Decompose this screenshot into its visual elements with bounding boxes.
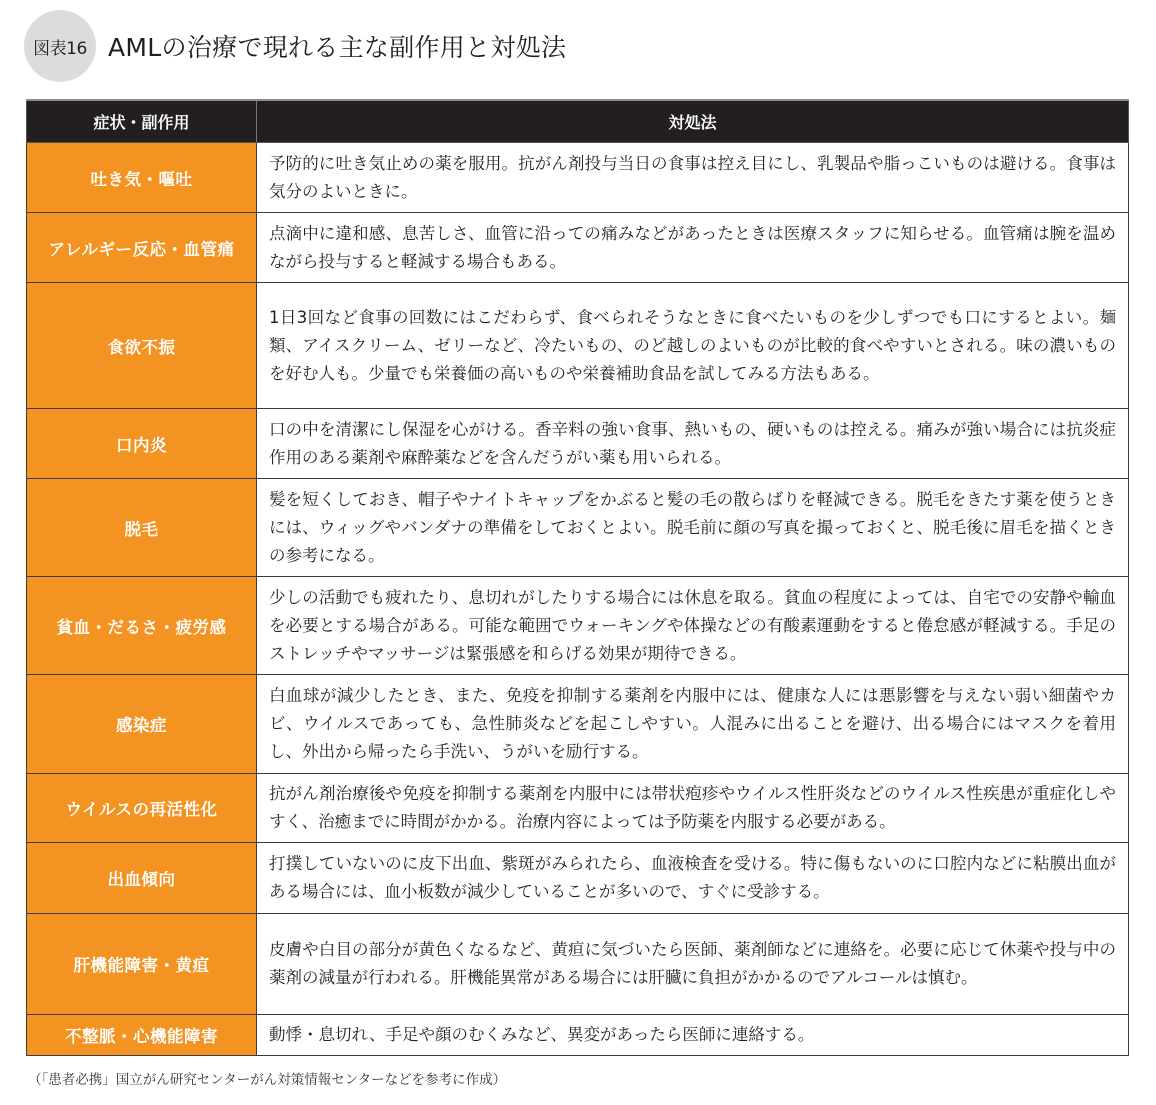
source-note: （「患者必携」国立がん研究センターがん対策情報センターなどを参考に作成） xyxy=(28,1072,507,1088)
symptom-cell: 不整脈・心機能障害 xyxy=(27,1015,257,1056)
table-row xyxy=(27,675,1129,774)
figure-label: 図表16 xyxy=(33,38,87,59)
symptom-cell: 脱毛 xyxy=(27,479,257,577)
remedy-cell: 髪を短くしておき、帽子やナイトキャップをかぶると髪の毛の散らばりを軽減できる。脱毛をきたす薬を使うときには、ウィッグやバンダナの準備をしておくとよい。脱毛前に顔の写真を撮っておくと、脱毛後に眉毛を描くときの参考になる。 xyxy=(257,479,1129,577)
symptom-cell: 肝機能障害・黄疸 xyxy=(27,914,257,1015)
table-row xyxy=(27,283,1129,409)
figure-heading xyxy=(24,10,566,82)
table-row xyxy=(27,213,1129,283)
remedy-cell: 動悸・息切れ、手足や顔のむくみなど、異変があったら医師に連絡する。 xyxy=(257,1015,1129,1056)
remedy-cell: 打撲していないのに皮下出血、紫斑がみられたら、血液検査を受ける。特に傷もないのに口腔内などに粘膜出血がある場合には、血小板数が減少していることが多いので、すぐに受診する。 xyxy=(257,843,1129,914)
remedy-cell: 予防的に吐き気止めの薬を服用。抗がん剤投与当日の食事は控え目にし、乳製品や脂っこいものは避ける。食事は気分のよいときに。 xyxy=(257,143,1129,213)
table-row xyxy=(27,1015,1129,1056)
page-title: AMLの治療で現れる主な副作用と対処法 xyxy=(108,33,567,62)
remedy-cell: 点滴中に違和感、息苦しさ、血管に沿っての痛みなどがあったときは医療スタッフに知らせる。血管痛は腕を温めながら投与すると軽減する場合もある。 xyxy=(257,213,1129,283)
symptom-cell: 貧血・だるさ・疲労感 xyxy=(27,577,257,675)
table-row xyxy=(27,843,1129,914)
symptom-cell: アレルギー反応・血管痛 xyxy=(27,213,257,283)
table-row xyxy=(27,914,1129,1015)
column-header-remedy: 対処法 xyxy=(257,100,1129,143)
symptom-cell: 出血傾向 xyxy=(27,843,257,914)
table-header-row xyxy=(27,100,1129,143)
remedy-cell: 白血球が減少したとき、また、免疫を抑制する薬剤を内服中には、健康な人には悪影響を与えない弱い細菌やカビ、ウイルスであっても、急性肺炎などを起こしやすい。人混みに出ることを避け、出る場合にはマスクを着用し、外出から帰ったら手洗い、うがいを励行する。 xyxy=(257,675,1129,774)
symptom-cell: 吐き気・嘔吐 xyxy=(27,143,257,213)
symptom-cell: 食欲不振 xyxy=(27,283,257,409)
symptom-cell: 口内炎 xyxy=(27,409,257,479)
table-row xyxy=(27,143,1129,213)
remedy-cell: 口の中を清潔にし保湿を心がける。香辛料の強い食事、熱いもの、硬いものは控える。痛みが強い場合には抗炎症作用のある薬剤や麻酔薬などを含んだうがい薬も用いられる。 xyxy=(257,409,1129,479)
table-row xyxy=(27,409,1129,479)
remedy-cell: 少しの活動でも疲れたり、息切れがしたりする場合には休息を取る。貧血の程度によっては、自宅での安静や輸血を必要とする場合がある。可能な範囲でウォーキングや体操などの有酸素運動をすると倦怠感が軽減する。手足のストレッチやマッサージは緊張感を和らげる効果が期待できる。 xyxy=(257,577,1129,675)
symptom-cell: 感染症 xyxy=(27,675,257,774)
remedy-cell: 抗がん剤治療後や免疫を抑制する薬剤を内服中には帯状疱疹やウイルス性肝炎などのウイルス性疾患が重症化しやすく、治癒までに時間がかかる。治療内容によっては予防薬を内服する必要がある。 xyxy=(257,774,1129,843)
table-row xyxy=(27,774,1129,843)
figure-number-badge xyxy=(24,10,96,82)
table-row xyxy=(27,479,1129,577)
remedy-cell: 1日3回など食事の回数にはこだわらず、食べられそうなときに食べたいものを少しずつでも口にするとよい。麺類、アイスクリーム、ゼリーなど、冷たいもの、のど越しのよいものが比較的食べやすいとされる。味の濃いものを好む人も。少量でも栄養価の高いものや栄養補助食品を試してみる方法もある。 xyxy=(257,283,1129,409)
table-row xyxy=(27,577,1129,675)
remedy-cell: 皮膚や白目の部分が黄色くなるなど、黄疸に気づいたら医師、薬剤師などに連絡を。必要に応じて休薬や投与中の薬剤の減量が行われる。肝機能異常がある場合には肝臓に負担がかかるのでアルコールは慎む。 xyxy=(257,914,1129,1015)
column-header-symptom: 症状・副作用 xyxy=(27,100,257,143)
symptom-cell: ウイルスの再活性化 xyxy=(27,774,257,843)
side-effects-table xyxy=(26,99,1129,1056)
